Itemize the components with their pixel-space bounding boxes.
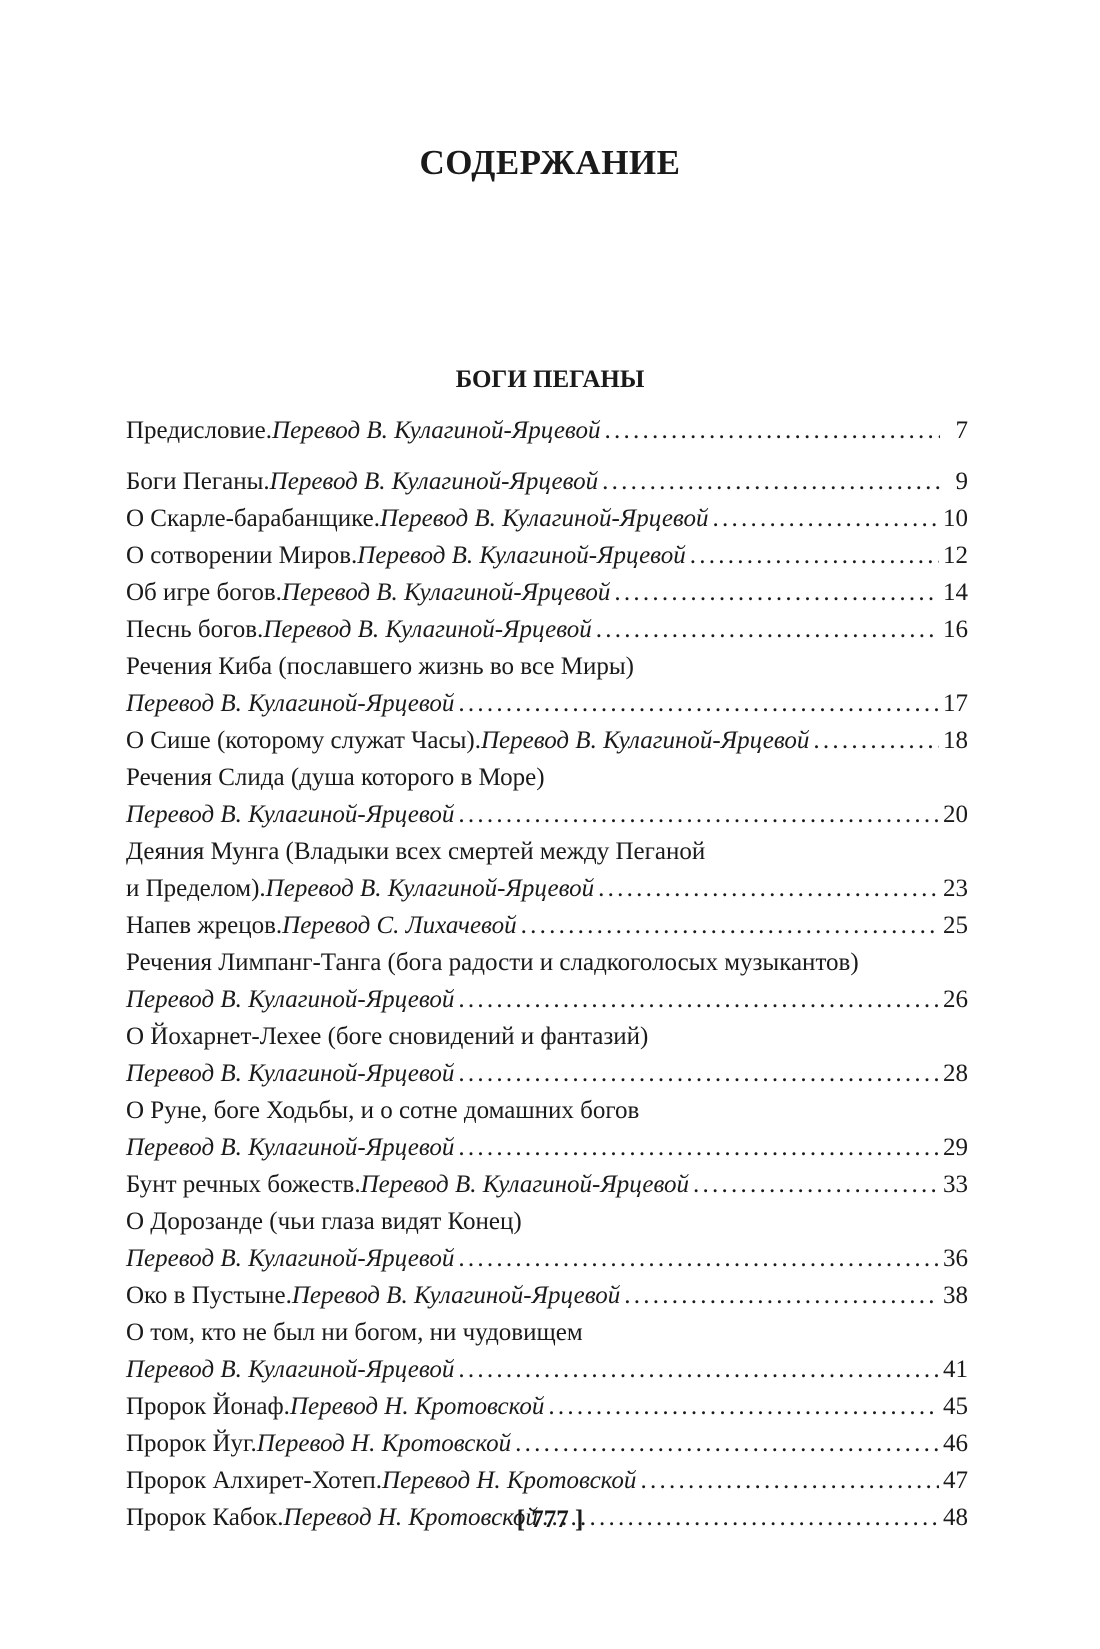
toc-entry[interactable]: [126, 1277, 968, 1314]
leader-dots: [458, 1129, 939, 1166]
leader-dots: [458, 685, 939, 722]
entry-page: 18: [943, 727, 968, 754]
entry-title: Речения Лимпанг-Танга (бога радости и сладкоголосых музыкантов): [126, 949, 859, 976]
entry-page: 16: [943, 616, 968, 643]
entry-title: О сотворении Миров.: [126, 542, 358, 569]
entry-page: 23: [943, 875, 968, 902]
leader-dots: [602, 463, 940, 500]
entry-title: Речения Киба (пославшего жизнь во все Миры): [126, 653, 634, 680]
entry-page: 46: [943, 1430, 968, 1457]
toc-entry[interactable]: [126, 412, 968, 449]
leader-dots: [712, 500, 939, 537]
page-number: [ 777 ]: [516, 1506, 584, 1533]
entry-title-continued: и Пределом).: [126, 875, 266, 902]
leader-dots: [614, 574, 939, 611]
entry-page: 10: [943, 505, 968, 532]
entry-title: Пророк Йонаф.: [126, 1393, 290, 1420]
entry-page: 26: [943, 986, 968, 1013]
entry-translator: Перевод Н. Кротовской: [256, 1430, 512, 1457]
entry-title: Око в Пустыне.: [126, 1282, 292, 1309]
entry-translator: Перевод В. Кулагиной-Ярцевой: [357, 542, 686, 569]
entry-page: 14: [943, 579, 968, 606]
entry-translator: Перевод В. Кулагиной-Ярцевой: [126, 1060, 455, 1087]
entry-page: 41: [943, 1356, 968, 1383]
entry-translator: Перевод В. Кулагиной-Ярцевой: [263, 616, 592, 643]
entry-title: Пророк Йуг.: [126, 1430, 257, 1457]
entry-title: О Сише (которому служат Часы).: [126, 727, 481, 754]
entry-translator: Перевод В. Кулагиной-Ярцевой: [272, 417, 601, 444]
toc-entry[interactable]: [126, 1388, 968, 1425]
leader-dots: [458, 1240, 939, 1277]
entry-translator: Перевод В. Кулагиной-Ярцевой: [126, 1134, 455, 1161]
entry-title: О Скарле-барабанщике.: [126, 505, 381, 532]
leader-dots: [458, 981, 939, 1018]
leader-dots: [690, 537, 939, 574]
toc-entry[interactable]: [126, 1425, 968, 1462]
entry-title: Предисловие.: [126, 417, 273, 444]
entry-translator: Перевод В. Кулагиной-Ярцевой: [360, 1171, 690, 1198]
entry-title: Бунт речных божеств.: [126, 1171, 361, 1198]
entry-page: 20: [943, 801, 968, 828]
leader-dots: [458, 1055, 939, 1092]
entry-title: Песнь богов.: [126, 616, 264, 643]
entry-title: Пророк Кабок.: [126, 1504, 284, 1531]
toc-entry[interactable]: [126, 907, 968, 944]
toc-entry[interactable]: [126, 648, 968, 722]
entry-translator: Перевод С. Лихачевой: [282, 912, 517, 939]
entry-page: 47: [943, 1467, 968, 1494]
leader-dots: [693, 1166, 939, 1203]
leader-dots: [548, 1388, 939, 1425]
entry-title: О Руне, боге Ходьбы, и о сотне домашних богов: [126, 1097, 640, 1124]
entry-title: Деяния Мунга (Владыки всех смертей между Пеганой: [126, 838, 706, 865]
entry-translator: Перевод В. Кулагиной-Ярцевой: [265, 875, 595, 902]
leader-dots: [596, 611, 939, 648]
toc-entry[interactable]: [126, 1203, 968, 1277]
leader-dots: [521, 907, 939, 944]
toc-entry[interactable]: [126, 500, 968, 537]
leader-dots: [813, 722, 939, 759]
entry-title: Об игре богов.: [126, 579, 282, 606]
leader-dots: [458, 796, 939, 833]
entry-title: Боги Пеганы.: [126, 468, 270, 495]
leader-dots: [640, 1462, 939, 1499]
leader-dots: [515, 1425, 939, 1462]
toc-entry[interactable]: [126, 722, 968, 759]
entry-page: 33: [943, 1171, 968, 1198]
entry-translator: Перевод В. Кулагиной-Ярцевой: [291, 1282, 621, 1309]
leader-dots: [458, 1351, 939, 1388]
entry-page: 28: [943, 1060, 968, 1087]
entry-translator: Перевод В. Кулагиной-Ярцевой: [480, 727, 810, 754]
entry-translator: Перевод В. Кулагиной-Ярцевой: [126, 690, 455, 717]
entry-page: 48: [943, 1504, 968, 1531]
entry-title: Речения Слида (душа которого в Море): [126, 764, 545, 791]
entry-translator: Перевод В. Кулагиной-Ярцевой: [126, 1356, 455, 1383]
page-title: СОДЕРЖАНИЕ: [419, 143, 681, 182]
toc-entry[interactable]: [126, 1092, 968, 1166]
entry-translator: Перевод Н. Кротовской: [283, 1504, 538, 1531]
entry-page: 9: [955, 468, 968, 495]
toc-entry[interactable]: [126, 944, 968, 1018]
toc-entry[interactable]: [126, 833, 968, 907]
entry-translator: Перевод Н. Кротовской: [382, 1467, 637, 1494]
entry-translator: Перевод В. Кулагиной-Ярцевой: [269, 468, 599, 495]
leader-dots: [598, 870, 939, 907]
entry-title: О том, кто не был ни богом, ни чудовищем: [126, 1319, 583, 1346]
entry-page: 29: [943, 1134, 968, 1161]
entry-translator: Перевод В. Кулагиной-Ярцевой: [380, 505, 709, 532]
toc-entry[interactable]: [126, 1166, 968, 1203]
entry-page: 36: [943, 1245, 968, 1272]
toc-entry[interactable]: [126, 1018, 968, 1092]
toc-entry[interactable]: [126, 574, 968, 611]
entry-translator: Перевод В. Кулагиной-Ярцевой: [126, 1245, 455, 1272]
entry-page: 7: [955, 417, 968, 444]
entry-page: 12: [943, 542, 968, 569]
table-of-contents: [126, 412, 968, 1536]
entry-page: 17: [943, 690, 968, 717]
toc-entry[interactable]: [126, 1314, 968, 1388]
entry-page: 25: [943, 912, 968, 939]
entry-page: 45: [943, 1393, 968, 1420]
toc-entry[interactable]: [126, 611, 968, 648]
entry-title: О Дорозанде (чьи глаза видят Конец): [126, 1208, 522, 1235]
entry-translator: Перевод В. Кулагиной-Ярцевой: [126, 986, 455, 1013]
toc-entry[interactable]: [126, 463, 968, 500]
entry-page: 38: [943, 1282, 968, 1309]
leader-dots: [604, 412, 940, 449]
entry-translator: Перевод В. Кулагиной-Ярцевой: [281, 579, 611, 606]
entry-title: Напев жрецов.: [126, 912, 283, 939]
leader-dots: [624, 1277, 939, 1314]
entry-title: Пророк Алхирет-Хотеп.: [126, 1467, 383, 1494]
entry-translator: Перевод В. Кулагиной-Ярцевой: [126, 801, 455, 828]
entry-translator: Перевод Н. Кротовской: [289, 1393, 545, 1420]
toc-entry[interactable]: [126, 537, 968, 574]
toc-entry[interactable]: [126, 1462, 968, 1499]
entry-title: О Йохарнет-Лехее (боге сновидений и фантазий): [126, 1023, 649, 1050]
section-title: БОГИ ПЕГАНЫ: [455, 366, 645, 393]
toc-entry[interactable]: [126, 759, 968, 833]
